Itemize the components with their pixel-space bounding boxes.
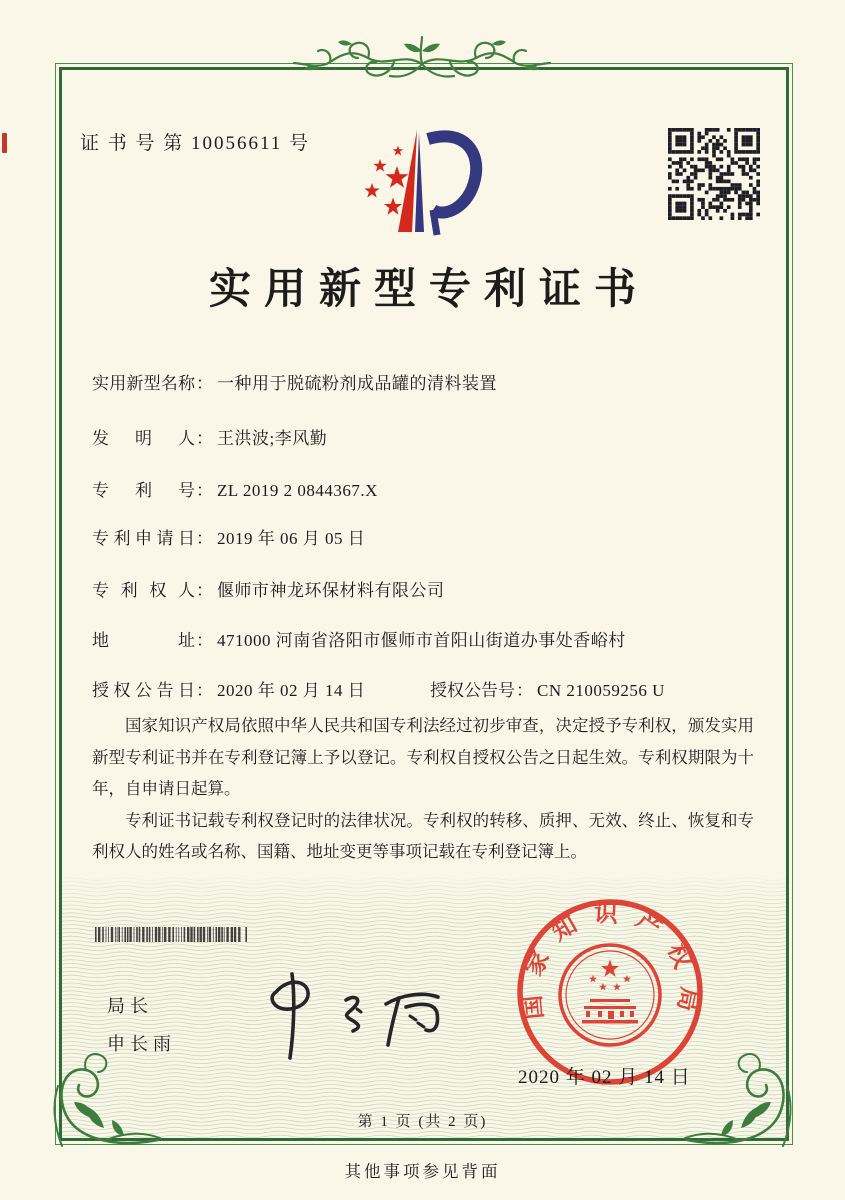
colon: ： [196, 481, 213, 500]
field-row-utility-model-name [92, 369, 754, 394]
colon: ： [196, 374, 213, 393]
logo-spire-blue [415, 133, 424, 232]
field-row-address [92, 626, 754, 651]
national-emblem-icon [560, 945, 660, 1045]
field-value: ZL 2019 2 0844367.X [217, 481, 378, 500]
colon: ： [196, 529, 213, 548]
director-signature [238, 966, 450, 1064]
seal-arc-text: 国家知识产权局 [518, 901, 703, 1030]
field-value: 471000 河南省洛阳市偃师市首阳山街道办事处香峪村 [217, 631, 626, 650]
legal-paragraph-2: 专利证书记载专利权登记时的法律状况。专利权的转移、质押、无效、终止、恢复和专利权人的姓名或名称、国籍、地址变更等事项记载在专利登记簿上。 [92, 810, 754, 861]
logo-p-bowl [428, 136, 476, 212]
colon: ： [516, 681, 533, 700]
grant-number-value: CN 210059256 U [537, 681, 665, 700]
field-value: 王洪波;李风勤 [217, 429, 328, 448]
logo-stars-icon [364, 146, 408, 215]
field-label: 专利权人 [92, 581, 195, 600]
field-row-patent-number [92, 476, 754, 501]
colon: ： [196, 429, 213, 448]
field-label: 专利申请日 [92, 529, 195, 548]
field-label: 授权公告号 [430, 681, 515, 700]
qr-code [668, 128, 760, 220]
field-label: 授权公告日 [92, 681, 195, 700]
field-row-inventor [92, 424, 754, 449]
director-name: 申长雨 [107, 1034, 176, 1054]
top-flourish-ornament [262, 34, 582, 92]
colon: ： [196, 581, 213, 600]
field-row-patentee [92, 576, 754, 601]
field-row-filing-date [92, 524, 754, 549]
field-value: 一种用于脱硫粉剂成品罐的清料装置 [217, 374, 497, 393]
certificate-title: 实用新型专利证书 [208, 267, 649, 313]
cnipa-logo [340, 128, 525, 240]
seal-date: 2020 年 02 月 14 日 [518, 1067, 691, 1088]
director-title: 局长 [107, 996, 153, 1016]
corner-ornament-left [46, 1048, 164, 1152]
barcode [95, 927, 247, 942]
field-label: 发明人 [92, 429, 195, 448]
colon: ： [196, 681, 213, 700]
field-value: 2019 年 06 月 05 日 [217, 529, 366, 548]
logo-p-tail [433, 210, 437, 235]
grant-number-group [430, 676, 665, 701]
page-number: 第 1 页 (共 2 页) [357, 1114, 488, 1130]
certificate-number: 证 书 号 第 10056611 号 [80, 133, 311, 154]
back-side-note: 其他事项参见背面 [344, 1162, 501, 1181]
scan-artifact-red-tick [2, 133, 7, 153]
field-label: 地址 [92, 631, 195, 650]
colon: ： [196, 631, 213, 650]
legal-paragraph-1: 国家知识产权局依照中华人民共和国专利法经过初步审查，决定授予专利权，颁发实用新型专利证书并在专利登记簿上予以登记。专利权自授权公告之日起生效。专利权期限为十年，自申请日起算。 [92, 716, 754, 798]
legal-text-block [92, 710, 754, 868]
field-label: 实用新型名称 [92, 374, 195, 393]
field-label: 专利号 [92, 481, 195, 500]
field-value: 偃师市神龙环保材料有限公司 [217, 581, 445, 600]
field-row-grant [92, 676, 754, 701]
grant-date-value: 2020 年 02 月 14 日 [217, 681, 366, 700]
